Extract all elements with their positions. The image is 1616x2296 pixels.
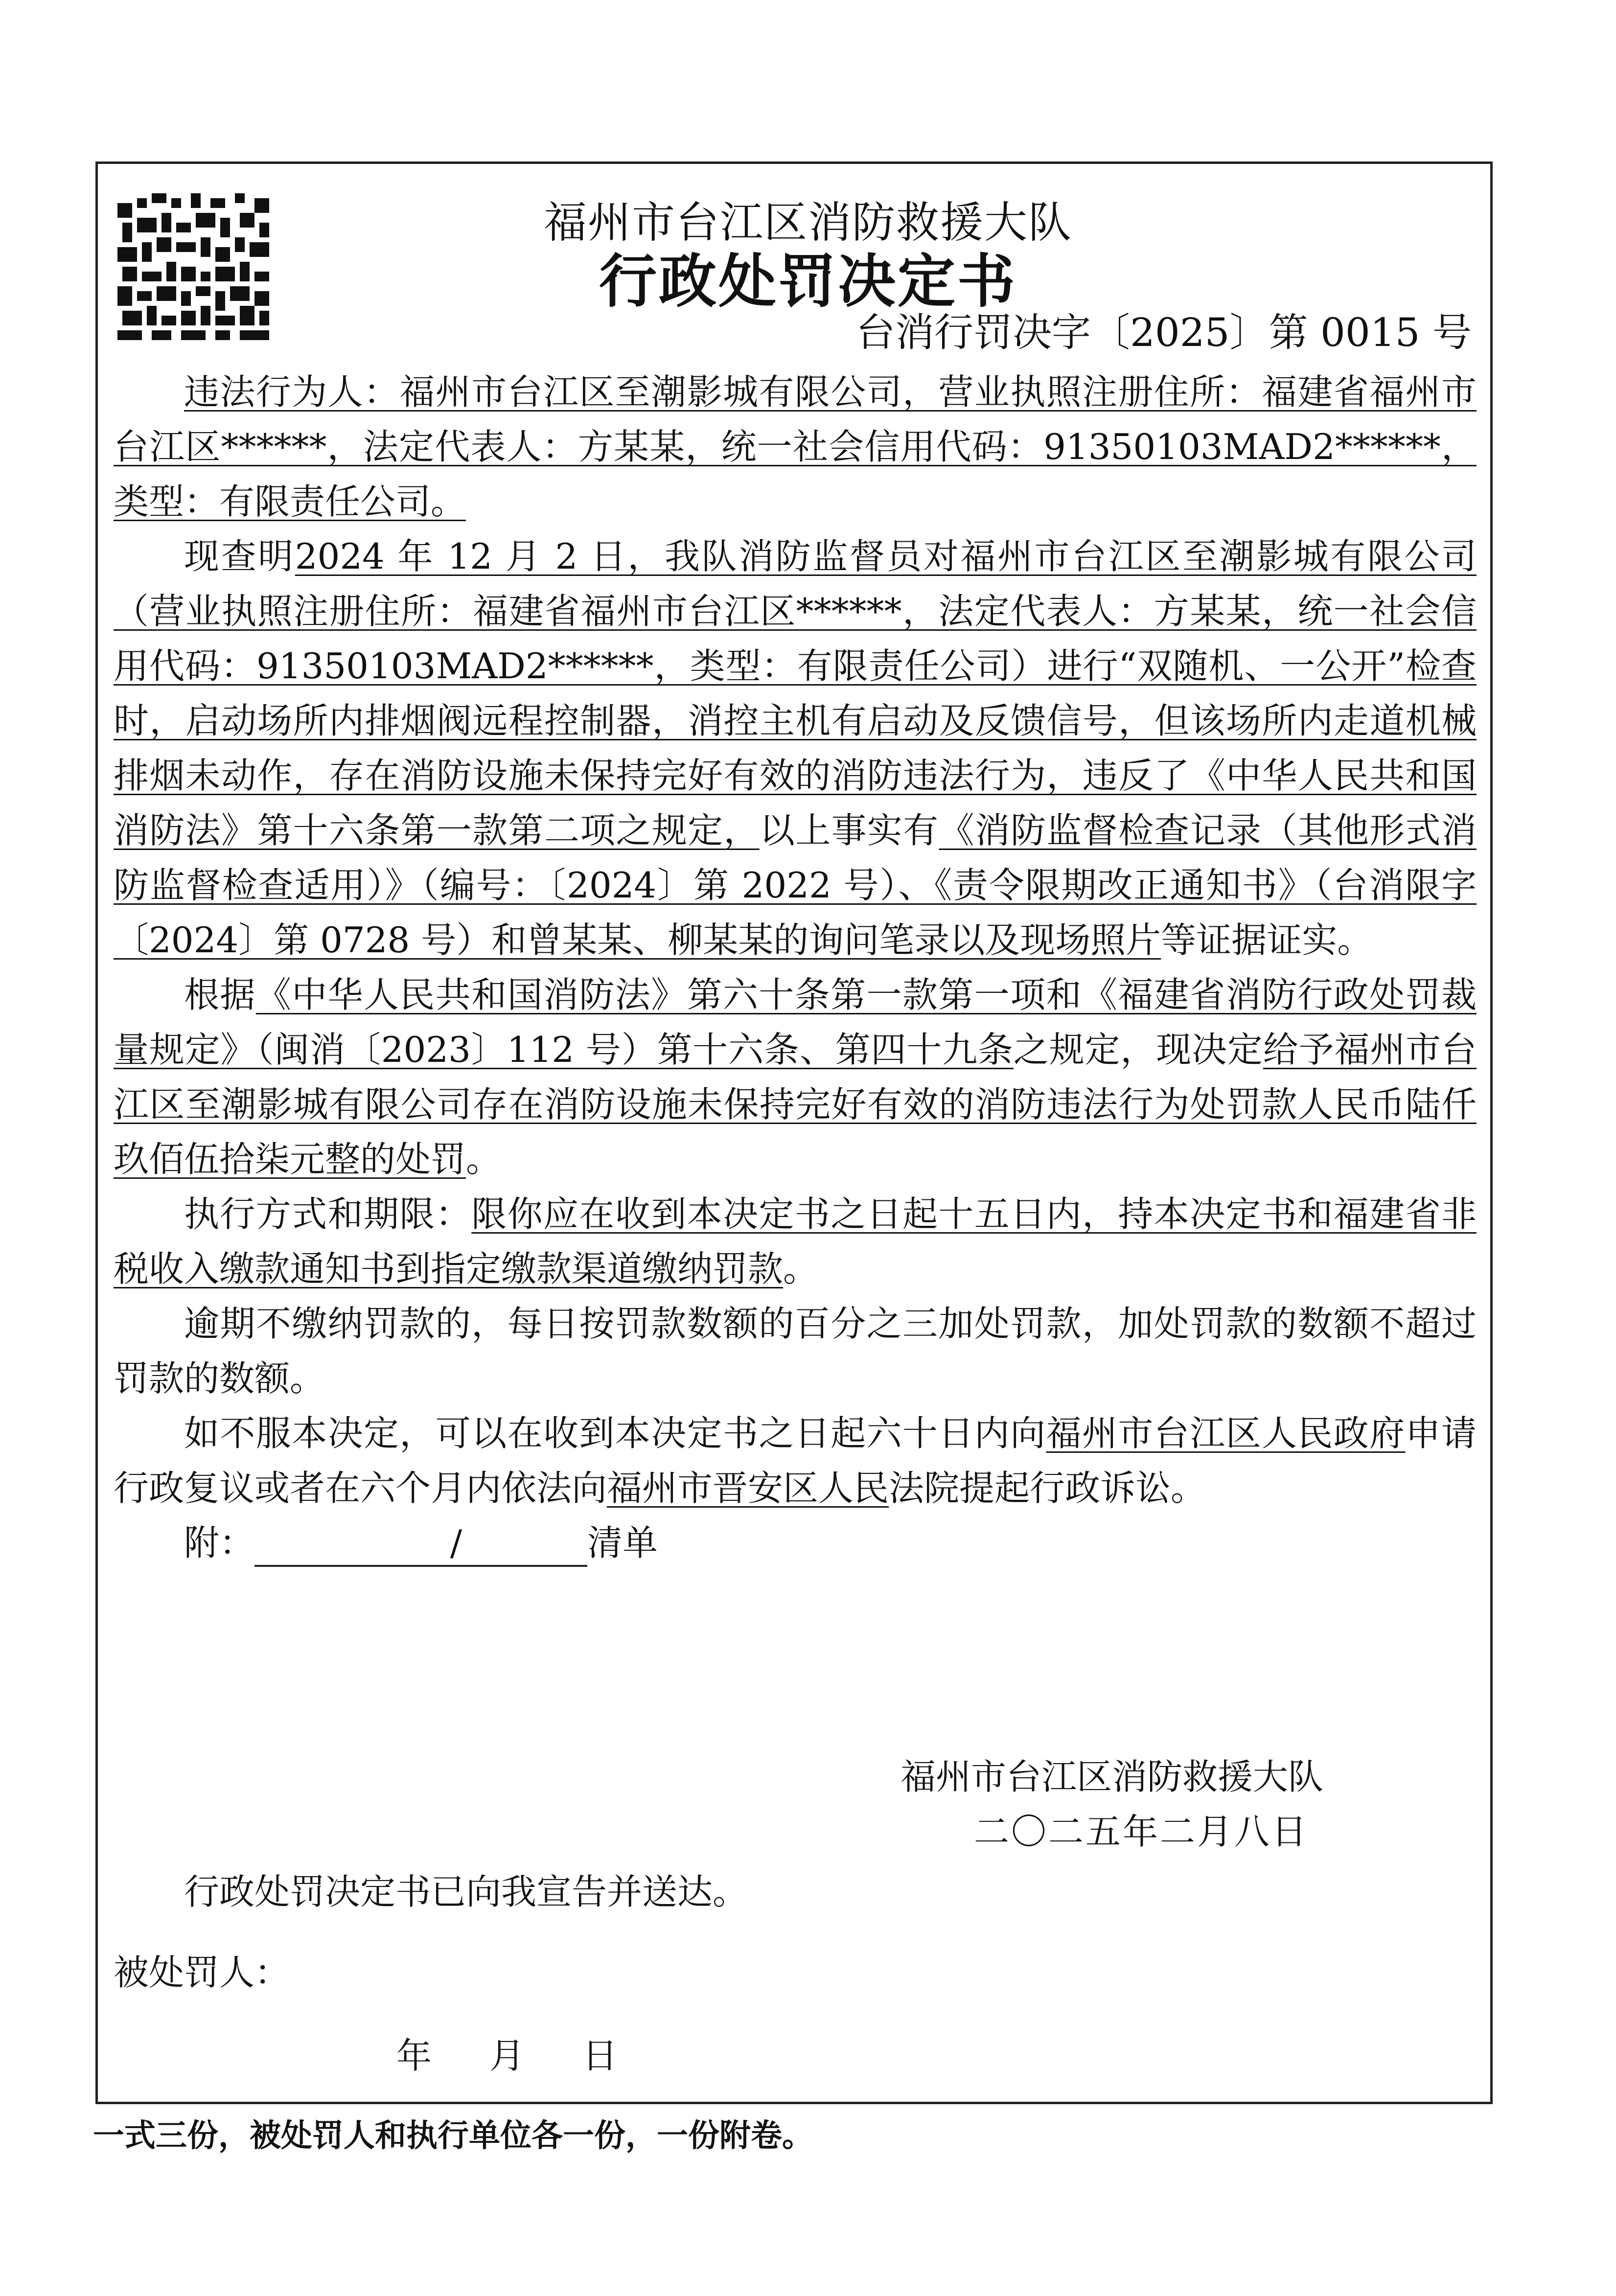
attachment-suffix: 清单	[587, 1522, 658, 1563]
review-authority: 福州市台江区人民政府	[1046, 1413, 1406, 1454]
served-statement: 行政处罚决定书已向我宣告并送达。	[184, 1871, 748, 1912]
decision-body	[114, 365, 1477, 1570]
issuing-authority-title: 福州市台江区消防救援大队	[543, 197, 1072, 248]
signature-date: 二〇二五年二月八日	[974, 1811, 1309, 1852]
court-name: 福州市晋安区人民	[607, 1468, 889, 1509]
facts-underlined: 2024 年 12 月 2 日，我队消防监督员对福州市台江区至潮影城有限公司（营业执照注册住所：福建省福州市台江区******，法定代表人：方某某，统一社会信用代码：91350103MAD2******，类型：有限责任公司）进行“双随机、一公开”检查时，启动场所内排烟阀远程控制器，消控主机有启动及反馈信号，但该场所内走道机械排烟未动作，存在消防设施未保持完好有效的消防违法行为，违反了《中华人民共和国消防法》第十六条第一款第二项之规定，	[114, 536, 1477, 851]
offender-info: 违法行为人：福州市台江区至潮影城有限公司，营业执照注册住所：福建省福州市台江区******，法定代表人：方某某，统一社会信用代码：91350103MAD2******，类型：有限责任公司。	[114, 371, 1477, 522]
paragraph-late-fee: 逾期不缴纳罚款的，每日按罚款数额的百分之三加处罚款，加处罚款的数额不超过罚款的数额。	[114, 1303, 1477, 1399]
receipt-date-labels: 年 月 日	[396, 2035, 618, 2076]
paragraph-offender	[114, 365, 1477, 529]
paragraph-appeal: 如不服本决定，可以在收到本决定书之日起六十日内向福州市台江区人民政府申请行政复议或者在六个月内依法向福州市晋安区人民法院提起行政诉讼。	[114, 1413, 1477, 1509]
paragraph-execution: 执行方式和期限：限你应在收到本决定书之日起十五日内，持本决定书和福建省非税收入缴款通知书到指定缴款渠道缴纳罚款。	[114, 1194, 1477, 1289]
penalized-party-label: 被处罚人：	[114, 1952, 290, 1993]
attachment-label: 附：	[184, 1522, 255, 1563]
paragraph-facts: 现查明2024 年 12 月 2 日，我队消防监督员对福州市台江区至潮影城有限公司（营业执照注册住所：福建省福州市台江区******，法定代表人：方某某，统一社会信用代码：91350103MAD2******，类型：有限责任公司）进行“双随机、一公开”检查时，启动场所内排烟阀远程控制器，消控主机有启动及反馈信号，但该场所内走道机械排烟未动作，存在消防设施未保持完好有效的消防违法行为，违反了《中华人民共和国消防法》第十六条第一款第二项之规定，以上事实有《消防监督检查记录（其他形式消防监督检查适用）》（编号：〔2024〕第 2022 号）、《责令限期改正通知书》（台消限字〔2024〕第 0728 号）和曾某某、柳某某的询问笔录以及现场照片等证据证实。	[114, 536, 1477, 961]
legal-basis: 《中华人民共和国消防法》第六十条第一款第一项和《福建省消防行政处罚裁量规定》（闽消〔2023〕112 号）第十六条、第四十九条	[114, 974, 1477, 1070]
attachment-value: /	[254, 1521, 587, 1567]
penalty-decision: 给予福州市台江区至潮影城有限公司存在消防设施未保持完好有效的消防违法行为处罚款人民币陆仟玖佰伍拾柒元整的处罚	[114, 1029, 1477, 1180]
paragraph-legal-basis: 根据《中华人民共和国消防法》第六十条第一款第一项和《福建省消防行政处罚裁量规定》（闽消〔2023〕112 号）第十六条、第四十九条之规定，现决定给予福州市台江区至潮影城有限公司存在消防设施未保持完好有效的消防违法行为处罚款人民币陆仟玖佰伍拾柒元整的处罚。	[114, 974, 1477, 1180]
signature-org: 福州市台江区消防救援大队	[900, 1756, 1324, 1797]
copies-footnote: 一式三份，被处罚人和执行单位各一份，一份附卷。	[93, 2117, 813, 2154]
execution-terms: 限你应在收到本决定书之日起十五日内，持本决定书和福建省非税收入缴款通知书到指定缴款渠道缴纳罚款	[114, 1194, 1477, 1289]
document-number: 台消行罚决字〔2025〕第 0015 号	[855, 310, 1472, 355]
document-title: 行政处罚决定书	[599, 247, 1017, 315]
attachment-line	[114, 1515, 1477, 1570]
evidence-list: 《消防监督检查记录（其他形式消防监督检查适用）》（编号：〔2024〕第 2022 号）、《责令限期改正通知书》（台消限字〔2024〕第 0728 号）和曾某某、柳某某的询问笔录以及现场照片	[114, 810, 1477, 961]
signature-block	[900, 1749, 1323, 1859]
